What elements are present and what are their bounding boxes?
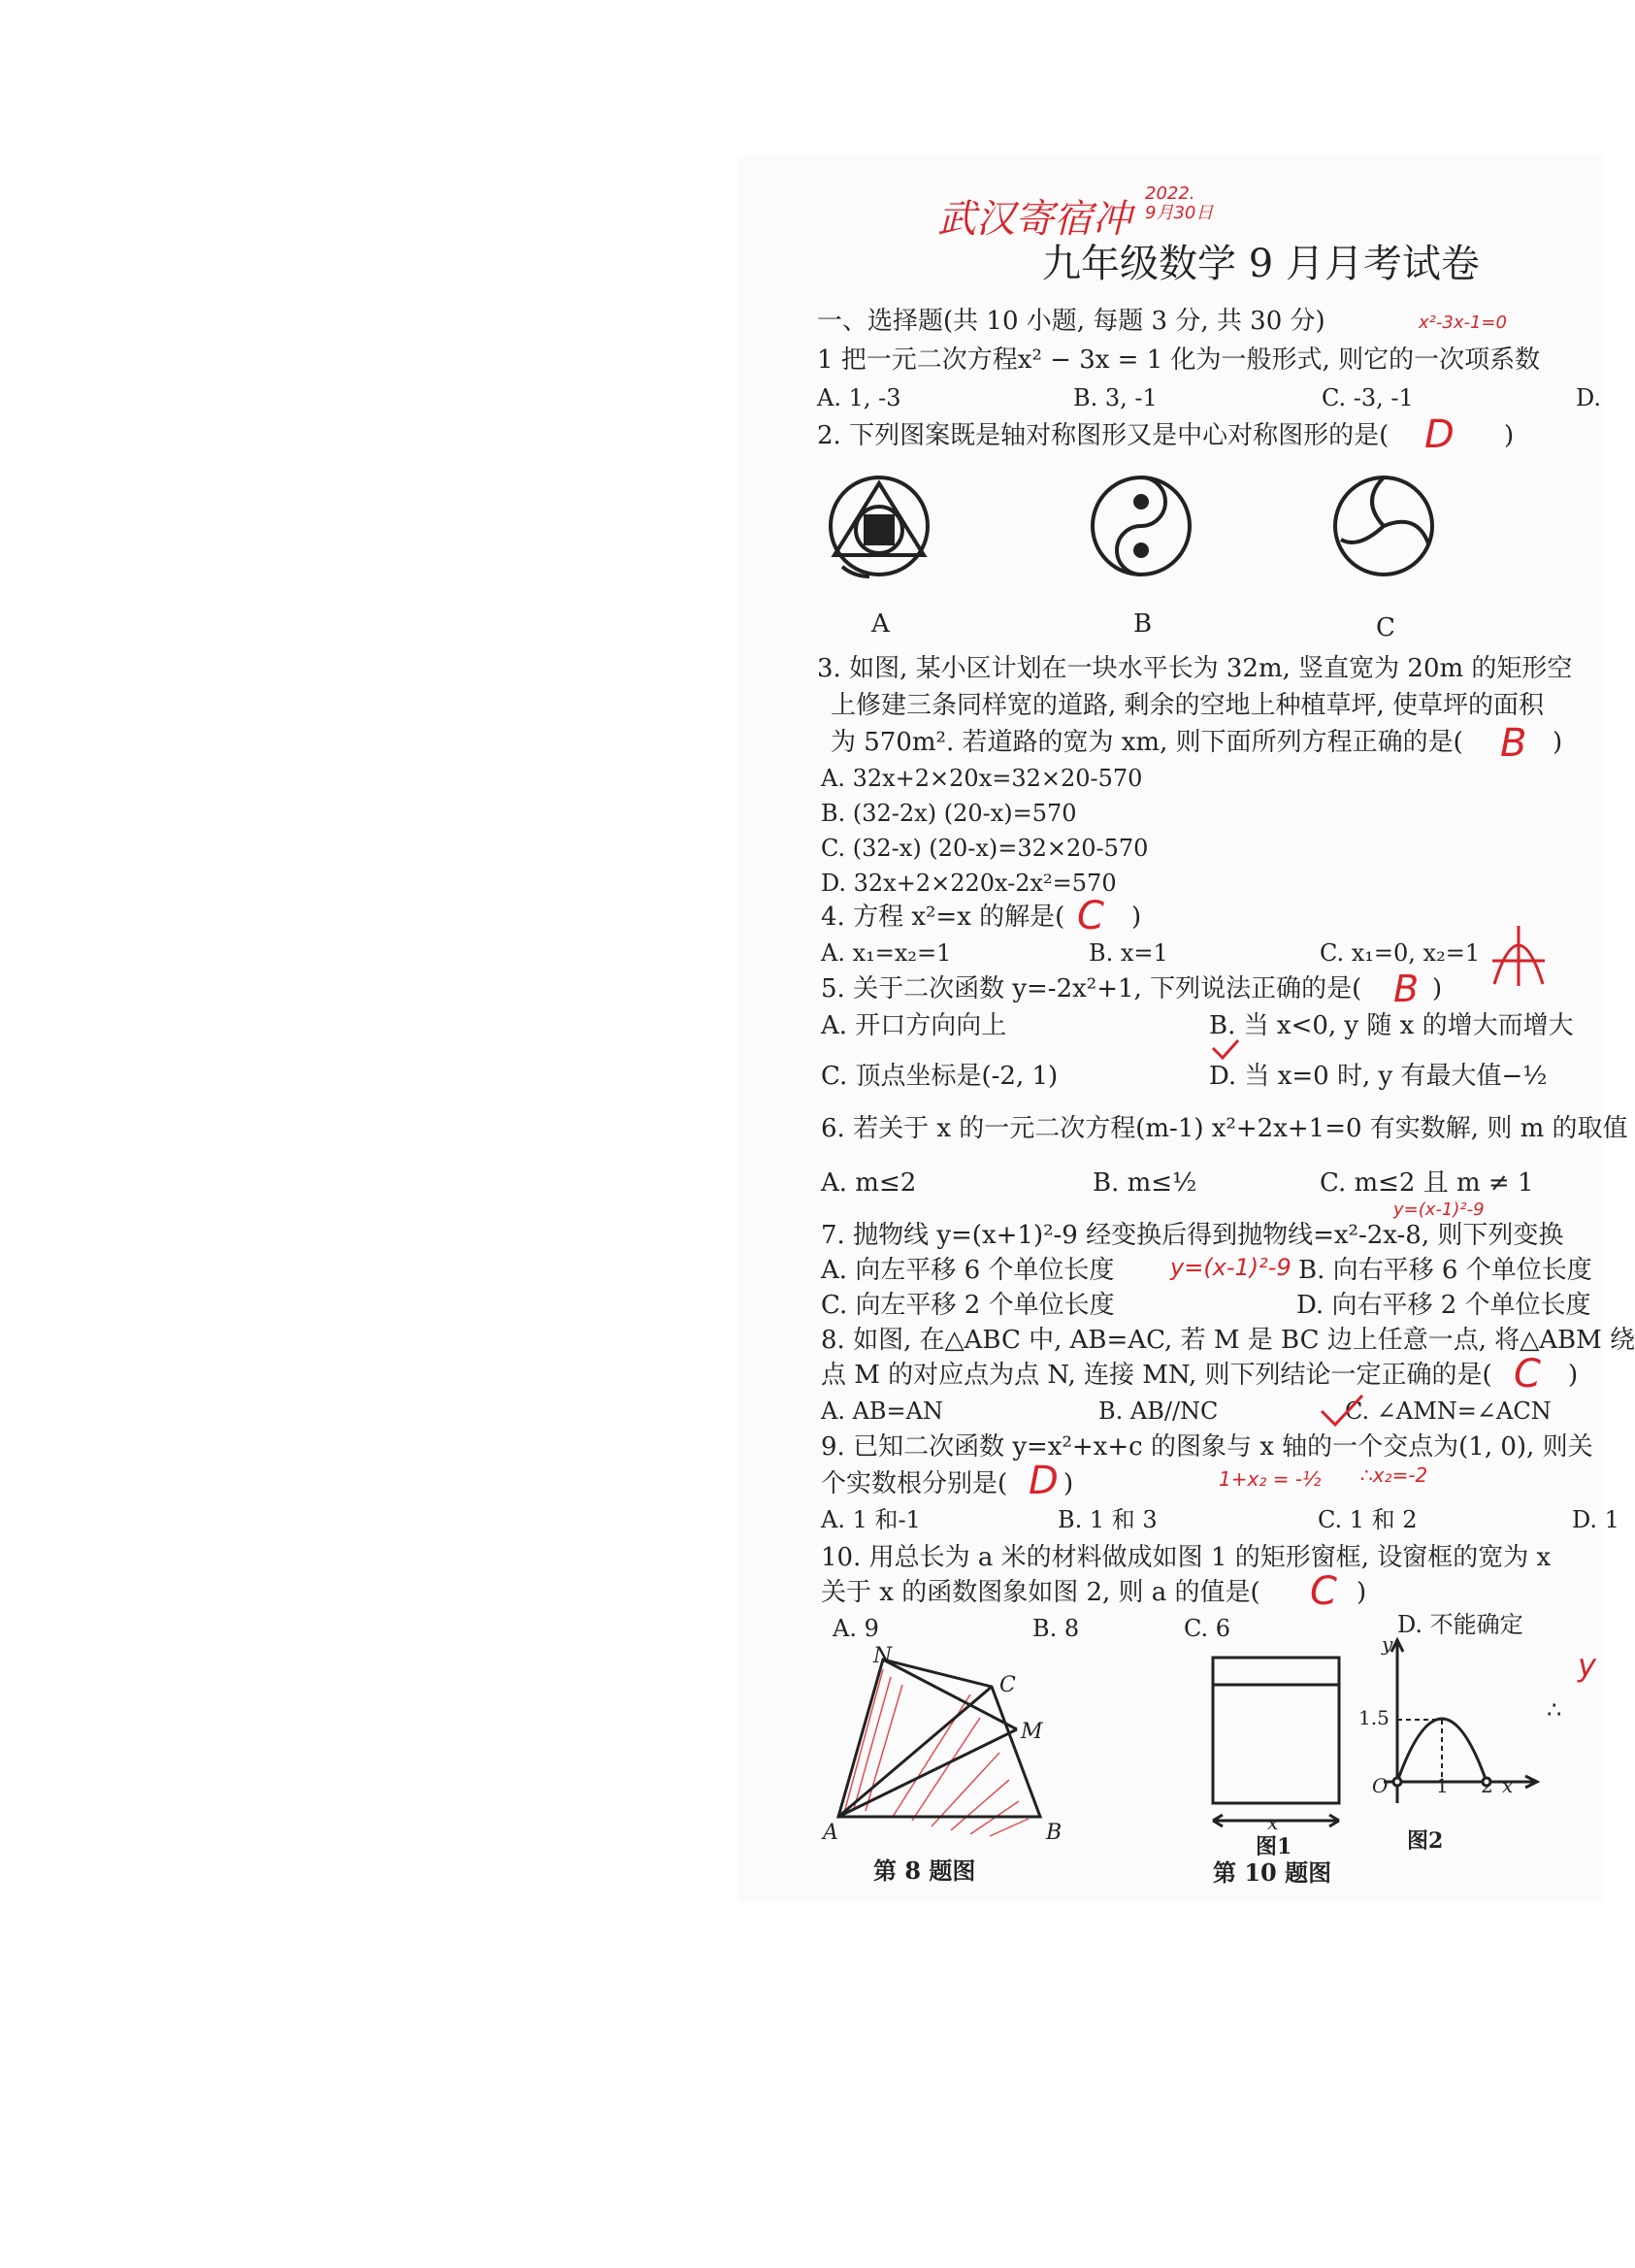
figure-q8-label-c: C [999, 1673, 1016, 1697]
handwritten-sketch-parabola [1485, 922, 1553, 990]
figure-label-c: C [1376, 613, 1395, 642]
question-1-option-c: C. -3, -1 [1322, 384, 1414, 411]
question-5-stem: 5. 关于二次函数 y=-2x²+1, 下列说法正确的是( [821, 974, 1362, 1003]
question-3-close: ) [1553, 728, 1563, 757]
figure-q10-window-x: x [1267, 1811, 1279, 1834]
figure-q8-triangle [825, 1646, 1058, 1869]
figure-q10-fig2-2: 2 [1481, 1774, 1493, 1797]
question-4-option-b: B. x=1 [1089, 939, 1168, 967]
question-3-option-d: D. 32x+2×220x-2x²=570 [821, 870, 1117, 897]
figure-q8-label-b: B [1046, 1821, 1063, 1845]
question-9-option-b: B. 1 和 3 [1058, 1506, 1158, 1533]
question-4-option-a: A. x₁=x₂=1 [821, 939, 952, 967]
question-2-figures [737, 472, 1603, 608]
question-3-option-b: B. (32-2x) (20-x)=570 [821, 800, 1077, 827]
question-8-option-a: A. AB=AN [821, 1397, 943, 1425]
question-9-note-b: ∴x₂=-2 [1360, 1463, 1428, 1487]
handwritten-source: 武汉寄宿冲 [937, 197, 1131, 242]
question-9-close: ) [1063, 1469, 1074, 1498]
question-5-answer: B [1393, 968, 1420, 1010]
figure-q10-fig1-caption: 图1 [1256, 1834, 1292, 1859]
question-10-option-d: D. 不能确定 [1397, 1611, 1523, 1638]
figure-q10-fig2-x: x [1502, 1774, 1514, 1797]
question-5-option-a: A. 开口方向向上 [821, 1011, 1007, 1040]
figure-label-b: B [1133, 609, 1153, 639]
figure-c-swirl [1335, 477, 1432, 575]
question-8-option-b: B. AB//NC [1098, 1397, 1219, 1425]
question-2-close: ) [1504, 421, 1515, 450]
question-1-option-a: A. 1, -3 [817, 384, 901, 411]
question-9-option-a: A. 1 和-1 [821, 1506, 921, 1533]
question-6-option-a: A. m≤2 [821, 1168, 917, 1198]
question-7-option-b: B. 向右平移 6 个单位长度 [1298, 1256, 1592, 1285]
figure-q10-caption: 第 10 题图 [1213, 1858, 1332, 1887]
question-7-note-inline: y=(x-1)²-9 [1170, 1254, 1292, 1281]
question-10-option-a: A. 9 [833, 1615, 879, 1642]
question-6-stem: 6. 若关于 x 的一元二次方程(m-1) x²+2x+1=0 有实数解, 则 m 的取值 [821, 1114, 1628, 1143]
section-heading: 一、选择题(共 10 小题, 每题 3 分, 共 30 分) [817, 307, 1325, 336]
figure-q10-fig2-y: y [1382, 1632, 1393, 1656]
question-7-option-d: D. 向右平移 2 个单位长度 [1296, 1291, 1591, 1320]
question-5-option-b: B. 当 x<0, y 随 x 的增大而增大 [1209, 1011, 1574, 1040]
question-4-close: ) [1131, 903, 1142, 932]
question-3-answer: B [1500, 721, 1527, 766]
question-3-line-1: 3. 如图, 某小区计划在一块水平长为 32m, 竖直宽为 20m 的矩形空 [817, 654, 1573, 683]
question-9-option-c: C. 1 和 2 [1318, 1506, 1418, 1533]
figure-q8-label-m: M [1021, 1720, 1043, 1744]
question-3-line-3: 为 570m². 若道路的宽为 xm, 则下面所列方程正确的是( [831, 728, 1463, 757]
question-9-note-a: 1+x₂ = -½ [1219, 1467, 1322, 1491]
exam-sheet [737, 155, 1635, 1902]
question-10-line-2: 关于 x 的函数图象如图 2, 则 a 的值是( [821, 1578, 1260, 1607]
question-10-answer: C [1310, 1569, 1337, 1614]
question-9-option-d: D. 1 [1572, 1506, 1619, 1533]
question-9-line-2: 个实数根分别是( [821, 1469, 1008, 1498]
question-8-option-c: C. ∠AMN=∠ACN [1345, 1397, 1552, 1425]
question-1-option-d: D. [1576, 384, 1602, 411]
question-3-option-c: C. (32-x) (20-x)=32×20-570 [821, 835, 1149, 862]
question-7-stem: 7. 抛物线 y=(x+1)²-9 经变换后得到抛物线=x²-2x-8, 则下列变换 [821, 1221, 1564, 1250]
figure-q10-fig2-1: 1 [1436, 1774, 1449, 1797]
margin-mark-y: y [1578, 1647, 1596, 1684]
question-10-option-b: B. 8 [1032, 1615, 1080, 1642]
figure-a-triangle-in-circle [831, 477, 928, 576]
question-5-option-c: C. 顶点坐标是(-2, 1) [821, 1062, 1059, 1091]
question-4-stem: 4. 方程 x²=x 的解是( [821, 903, 1065, 932]
question-10-close: ) [1357, 1578, 1367, 1607]
figure-q8-label-n: N [873, 1644, 893, 1668]
figure-q10-fig2-caption: 图2 [1407, 1828, 1444, 1854]
question-2-answer: D [1424, 412, 1455, 457]
margin-mark-dots: ∴ [1547, 1696, 1562, 1724]
question-8-line-2: 点 M 的对应点为点 N, 连接 MN, 则下列结论一定正确的是( [821, 1361, 1492, 1390]
figure-label-a: A [871, 609, 890, 639]
question-9-line-1: 9. 已知二次函数 y=x²+x+c 的图象与 x 轴的一个交点为(1, 0), 则关 [821, 1432, 1593, 1462]
question-6-option-c: C. m≤2 且 m ≠ 1 [1320, 1168, 1534, 1198]
question-8-line-1: 8. 如图, 在△ABC 中, AB=AC, 若 M 是 BC 边上任意一点, 将△ABM 绕 [821, 1326, 1635, 1355]
question-5-close: ) [1432, 974, 1443, 1003]
handwritten-date: 2022. 9月30日 [1145, 183, 1214, 223]
question-10-option-c: C. 6 [1184, 1615, 1231, 1642]
margin-note-q1: x²-3x-1=0 [1419, 312, 1507, 333]
question-6-option-b: B. m≤½ [1093, 1168, 1197, 1198]
figure-q8-label-a: A [823, 1821, 838, 1845]
question-7-option-a: A. 向左平移 6 个单位长度 [821, 1256, 1115, 1285]
question-1-stem: 1 把一元二次方程x² − 3x = 1 化为一般形式, 则它的一次项系数 [817, 345, 1541, 375]
question-2-stem: 2. 下列图案既是轴对称图形又是中心对称图形的是( [817, 421, 1390, 450]
question-4-option-c: C. x₁=0, x₂=1 [1320, 939, 1481, 967]
figure-q10-fig2-15: 1.5 [1358, 1706, 1390, 1729]
question-8-close: ) [1568, 1361, 1579, 1390]
question-8-answer: C [1514, 1352, 1541, 1397]
figure-q10-fig2-o: O [1372, 1774, 1389, 1797]
question-7-note-above: y=(x-1)²-9 [1393, 1200, 1485, 1220]
question-9-answer: D [1029, 1459, 1059, 1503]
check-mark-q5 [1211, 1038, 1240, 1062]
question-10-line-1: 10. 用总长为 a 米的材料做成如图 1 的矩形窗框, 设窗框的宽为 x [821, 1543, 1552, 1572]
page-title: 九年级数学 9 月月考试卷 [1042, 242, 1480, 286]
check-mark-q8 [1320, 1394, 1364, 1429]
figure-q8-caption: 第 8 题图 [873, 1857, 976, 1885]
question-7-option-c: C. 向左平移 2 个单位长度 [821, 1291, 1115, 1320]
question-4-answer: C [1077, 894, 1104, 938]
question-3-option-a: A. 32x+2×20x=32×20-570 [821, 765, 1143, 792]
figure-b-yin-yang [1093, 477, 1190, 575]
question-5-option-d: D. 当 x=0 时, y 有最大值−½ [1209, 1062, 1548, 1091]
question-1-option-b: B. 3, -1 [1073, 384, 1158, 411]
question-3-line-2: 上修建三条同样宽的道路, 剩余的空地上种植草坪, 使草坪的面积 [831, 691, 1545, 720]
